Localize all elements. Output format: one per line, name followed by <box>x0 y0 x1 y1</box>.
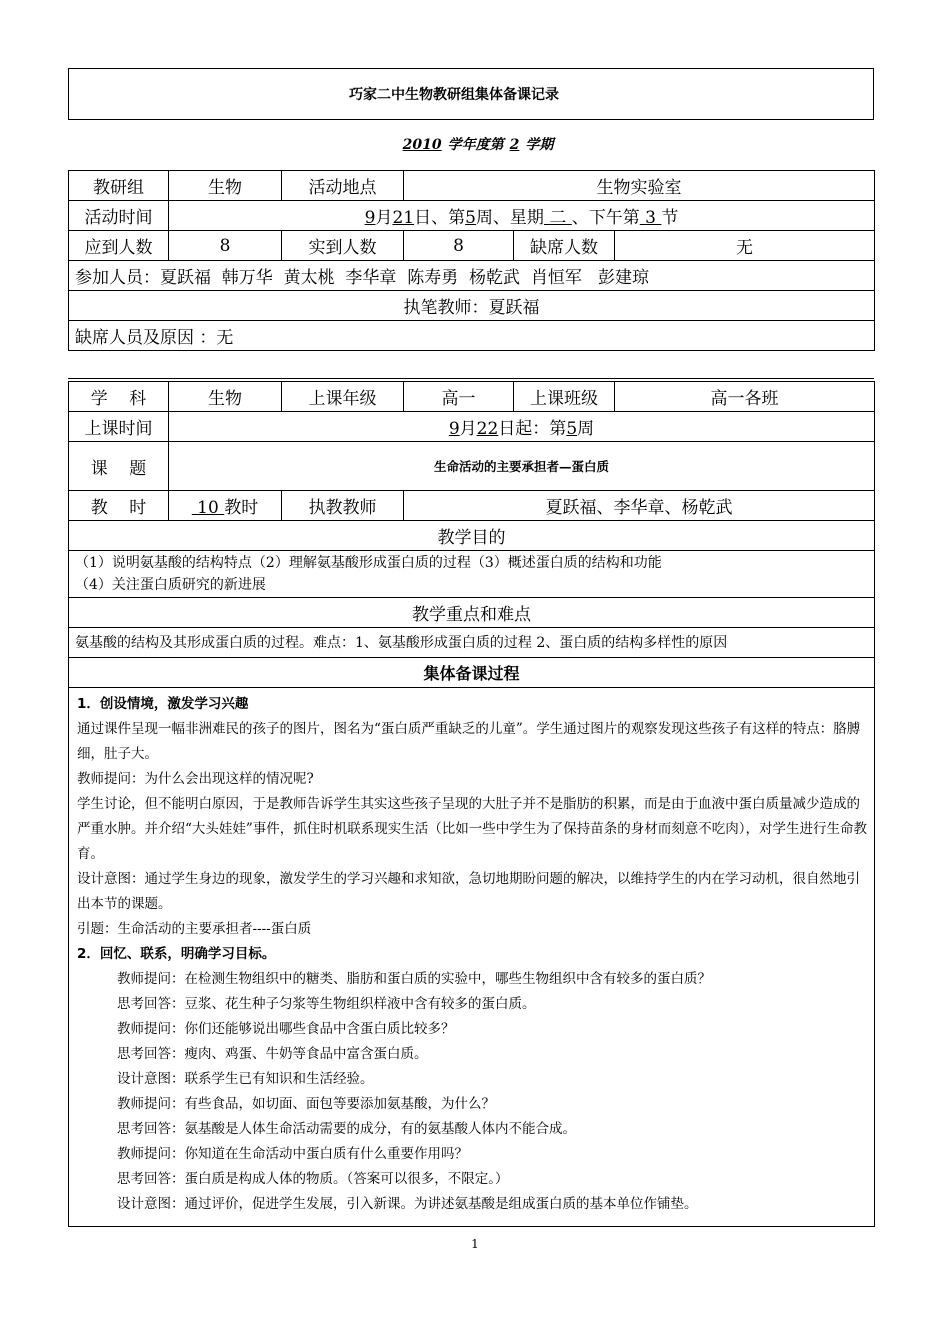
writer: 执笔教师：夏跃福 <box>69 291 875 321</box>
participants: 参加人员：夏跃福 韩万华 黄太桃 李华章 陈寿勇 杨乾武 肖恒军 彭建琼 <box>69 261 875 291</box>
teacher-question: 教师提问：有些食品，如切面、面包等要添加氨基酸，为什么？ <box>117 1096 495 1112</box>
goals-line-1: （1）说明氨基酸的结构特点（2）理解氨基酸形成蛋白质的过程（3）概述蛋白质的结构和功能 <box>75 555 662 571</box>
teacher-label: 执教教师 <box>282 491 404 521</box>
paragraph: 教师提问：为什么会出现这样的情况呢? <box>77 771 314 787</box>
design-intent: 设计意图：联系学生已有知识和生活经验。 <box>117 1071 374 1087</box>
expected-value: 8 <box>169 231 282 261</box>
student-answer: 思考回答：豆浆、花生种子匀浆等生物组织样液中含有较多的蛋白质。 <box>117 996 536 1012</box>
goal-label: 教学目的 <box>69 521 875 551</box>
year-label: 学年度第 <box>447 137 504 153</box>
section-1-title: 1．创设情境，激发学习兴趣 <box>77 696 249 712</box>
expected-label: 应到人数 <box>69 231 169 261</box>
student-answer: 思考回答：瘦肉、鸡蛋、牛奶等食品中富含蛋白质。 <box>117 1046 428 1062</box>
time-value: 9月21日、第5周、星期 二 、下午第 3 节 <box>169 201 875 231</box>
subject-label: 学 科 <box>69 382 169 412</box>
class-label: 上课班级 <box>514 382 615 412</box>
actual-label: 实到人数 <box>282 231 404 261</box>
key-label: 教学重点和难点 <box>69 598 875 628</box>
grade-label: 上课年级 <box>282 382 404 412</box>
topic-value: 生命活动的主要承担者—蛋白质 <box>169 442 875 491</box>
teacher-value: 夏跃福、李华章、杨乾武 <box>404 491 875 521</box>
term-label: 学期 <box>525 137 554 153</box>
lesson-table <box>68 381 875 1227</box>
group-label: 教研组 <box>69 171 169 201</box>
topic-label: 课 题 <box>69 442 169 491</box>
term: 2 <box>509 137 520 153</box>
absent-reason: 缺席人员及原因 ：无 <box>69 321 875 351</box>
lesson-time-value: 9月22日起：第5周 <box>169 412 875 442</box>
place-label: 活动地点 <box>282 171 404 201</box>
page-number: 1 <box>471 1237 479 1251</box>
student-answer: 思考回答：蛋白质是构成人体的物质。（答案可以很多，不限定。） <box>117 1171 509 1187</box>
absent-count-label: 缺席人数 <box>514 231 615 261</box>
goals-line-2: （4）关注蛋白质研究的新进展 <box>75 577 266 593</box>
title-box <box>68 68 874 120</box>
absent-count-value: 无 <box>615 231 875 261</box>
subject-value: 生物 <box>169 382 282 412</box>
meeting-table <box>68 170 875 351</box>
process-body <box>69 688 875 1227</box>
term-line <box>0 134 950 154</box>
year: 2010 <box>402 137 442 153</box>
student-answer: 思考回答：氨基酸是人体生命活动需要的成分，有的氨基酸人体内不能合成。 <box>117 1121 576 1137</box>
place-value: 生物实验室 <box>404 171 875 201</box>
section-2-title: 2．回忆、联系，明确学习目标。 <box>77 946 276 962</box>
hours-label: 教 时 <box>69 491 169 521</box>
design-intent: 设计意图：通过评价，促进学生发展，引入新课。为讲述氨基酸是组成蛋白质的基本单位作铺垫。 <box>117 1196 698 1212</box>
paragraph: 学生讨论，但不能明白原因，于是教师告诉学生其实这些孩子呈现的大肚子并不是脂肪的积累，而是由于血液中蛋白质量减少造成的严重水肿。并介绍“大头娃娃”事件，抓住时机联系现实生活（比如一些中学生为了保持苗条的身材而刻意不吃肉），对学生进行生命教育。 <box>77 796 868 862</box>
document-title: 巧家二中生物教研组集体备课记录 <box>349 87 559 103</box>
lesson-time-label: 上课时间 <box>69 412 169 442</box>
goals <box>69 551 875 598</box>
group-value: 生物 <box>169 171 282 201</box>
process-label: 集体备课过程 <box>69 658 875 688</box>
time-label: 活动时间 <box>69 201 169 231</box>
paragraph: 通过课件呈现一幅非洲难民的孩子的图片，图名为“蛋白质严重缺乏的儿童”。学生通过图片的观察发现这些孩子有这样的特点：胳膊细，肚子大。 <box>77 721 861 762</box>
grade-value: 高一 <box>404 382 514 412</box>
key-points: 氨基酸的结构及其形成蛋白质的过程。难点：1、氨基酸形成蛋白质的过程 2、蛋白质的结构多样性的原因 <box>69 628 875 658</box>
paragraph: 引题：生命活动的主要承担者----蛋白质 <box>77 921 312 937</box>
teacher-question: 教师提问：你知道在生命活动中蛋白质有什么重要作用吗？ <box>117 1146 468 1162</box>
teacher-question: 教师提问：你们还能够说出哪些食品中含蛋白质比较多？ <box>117 1021 455 1037</box>
divider <box>68 378 874 379</box>
teacher-question: 教师提问：在检测生物组织中的糖类、脂肪和蛋白质的实验中，哪些生物组织中含有较多的蛋白质？ <box>117 971 711 987</box>
class-value: 高一各班 <box>615 382 875 412</box>
actual-value: 8 <box>404 231 514 261</box>
hours-value: 10 教时 <box>169 491 282 521</box>
paragraph: 设计意图：通过学生身边的现象，激发学生的学习兴趣和求知欲，急切地期盼问题的解决，以维持学生的内在学习动机，很自然地引出本节的课题。 <box>77 871 860 912</box>
